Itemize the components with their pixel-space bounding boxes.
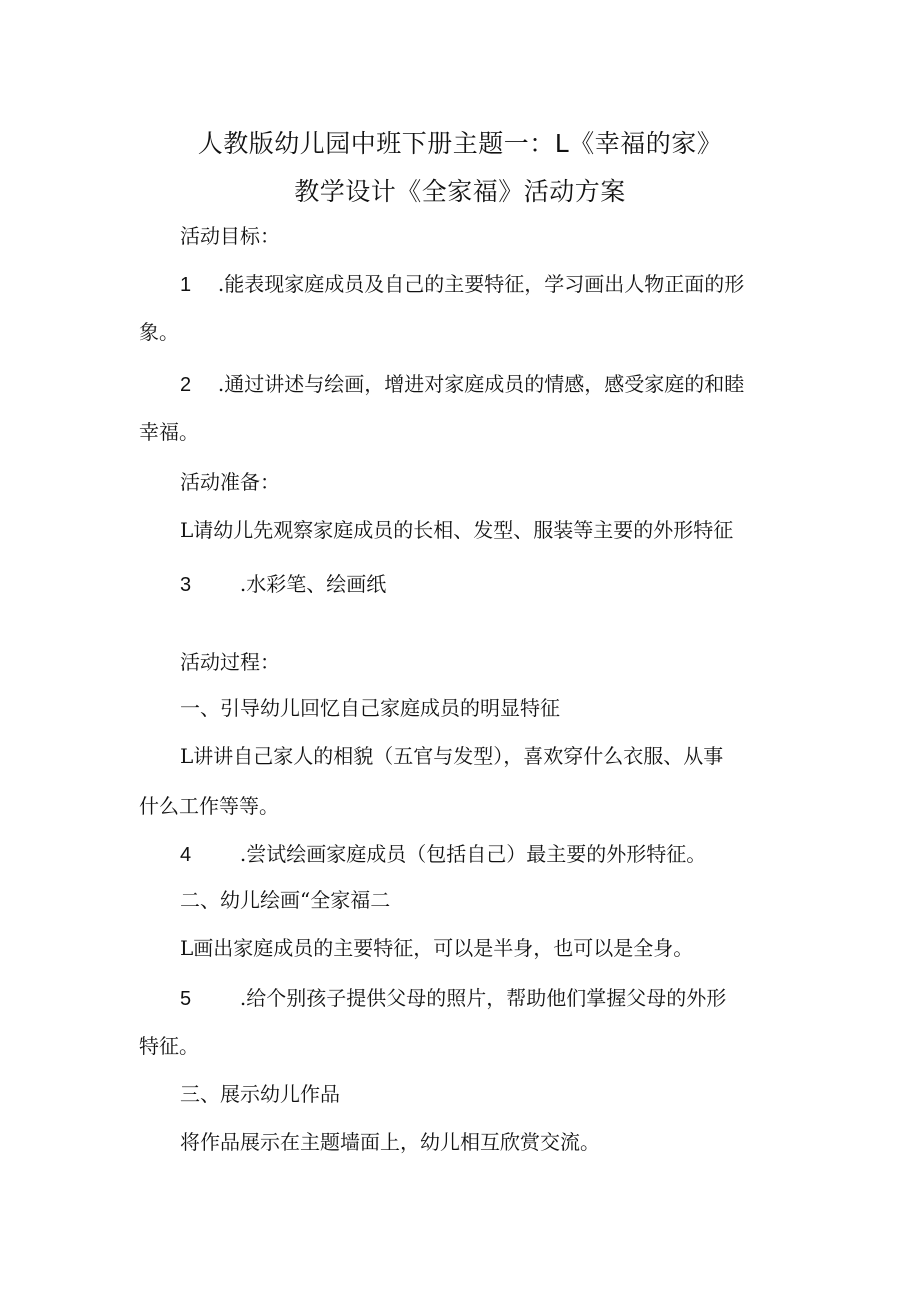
process-step2-item2-text: .给个别孩子提供父母的照片，帮助他们掌握父母的外形 — [239, 986, 727, 1010]
process-step2-item2-number: 5 — [180, 988, 192, 1010]
process-step1-item1-line1: L讲讲自己家人的相貌（五官与发型），喜欢穿什么衣服、从事 — [180, 744, 724, 768]
process-step2-item1: L画出家庭成员的主要特征，可以是半身，也可以是全身。 — [180, 936, 694, 960]
process-step1-item2-text: .尝试绘画家庭成员（包括自己）最主要的外形特征。 — [239, 842, 707, 866]
process-step1-item2-number: 4 — [180, 844, 192, 866]
process-step3-text: 将作品展示在主题墙面上，幼儿相互欣赏交流。 — [180, 1130, 600, 1154]
goal-item-1-text: .能表现家庭成员及自己的主要特征，学习画出人物正面的形 — [217, 272, 745, 296]
goal-item-1-line1 — [180, 272, 744, 297]
document-title-line1: 人教版幼儿园中班下册主题一：L《幸福的家》 — [197, 129, 723, 158]
prep-item-1: L请幼儿先观察家庭成员的长相、发型、服装等主要的外形特征 — [180, 518, 734, 542]
process-step1-item2 — [180, 842, 706, 867]
goal-item-1-line2: 象。 — [139, 320, 179, 344]
document-title-line2: 教学设计《全家福》活动方案 — [294, 177, 626, 206]
process-step1-title: 一、引导幼儿回忆自己家庭成员的明显特征 — [180, 696, 560, 720]
goal-item-2-line1 — [180, 372, 744, 397]
prep-item-2-number: 3 — [180, 574, 192, 596]
goals-heading: 活动目标： — [180, 224, 280, 248]
prep-item-2-text: .水彩笔、绘画纸 — [239, 572, 387, 596]
process-step3-title: 三、展示幼儿作品 — [180, 1082, 340, 1106]
process-step2-item2-line1 — [180, 986, 726, 1011]
process-step2-item2-line2: 特征。 — [139, 1034, 199, 1058]
goal-item-2-line2: 幸福。 — [139, 420, 199, 444]
process-step2-title: 二、幼儿绘画“全家福二 — [180, 888, 391, 912]
prep-heading: 活动准备： — [180, 470, 280, 494]
process-step1-item1-line2: 什么工作等等。 — [139, 794, 279, 818]
goal-item-2-text: .通过讲述与绘画，增进对家庭成员的情感，感受家庭的和睦 — [217, 372, 745, 396]
process-heading: 活动过程： — [180, 650, 280, 674]
prep-item-2 — [180, 572, 386, 597]
goal-item-2-number: 2 — [180, 374, 192, 396]
goal-item-1-number: 1 — [180, 274, 192, 296]
